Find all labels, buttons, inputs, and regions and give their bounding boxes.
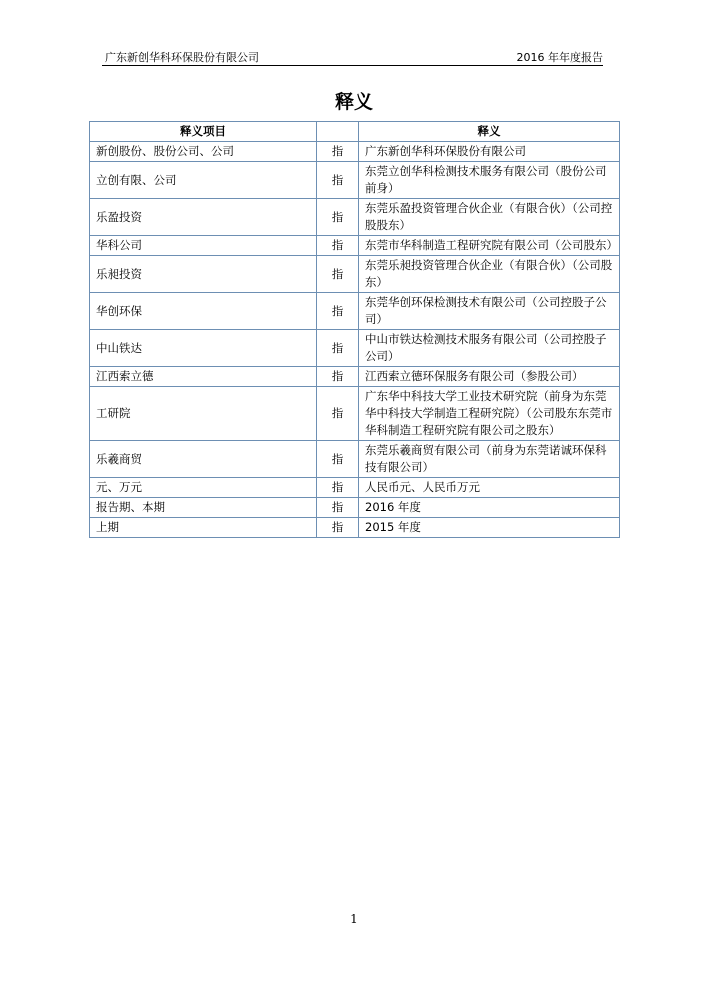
column-header-ref [317,122,359,142]
term-cell: 江西索立德 [90,367,317,387]
ref-cell: 指 [317,518,359,538]
table-row [90,256,620,293]
definition-cell: 东莞乐盈投资管理合伙企业（有限合伙）（公司控股股东） [359,199,620,236]
term-cell: 报告期、本期 [90,498,317,518]
definition-cell: 东莞乐羲商贸有限公司（前身为东莞诺诚环保科技有限公司） [359,441,620,478]
table-row [90,293,620,330]
table-row [90,478,620,498]
ref-cell: 指 [317,199,359,236]
definition-cell: 东莞市华科制造工程研究院有限公司（公司股东） [359,236,620,256]
term-cell: 华创环保 [90,293,317,330]
ref-cell: 指 [317,478,359,498]
page-title: 释义 [334,91,373,113]
ref-cell: 指 [317,387,359,441]
definition-cell: 2015 年度 [359,518,620,538]
ref-cell: 指 [317,142,359,162]
ref-cell: 指 [317,498,359,518]
table-row [90,498,620,518]
definition-cell: 中山市铁达检测技术服务有限公司（公司控股子公司） [359,330,620,367]
ref-cell: 指 [317,236,359,256]
table-row [90,387,620,441]
ref-cell: 指 [317,367,359,387]
header-company-name: 广东新创华科环保股份有限公司 [105,51,259,64]
term-cell: 立创有限、公司 [90,162,317,199]
definition-cell: 广东新创华科环保股份有限公司 [359,142,620,162]
definition-cell: 广东华中科技大学工业技术研究院（前身为东莞华中科技大学制造工程研究院）（公司股东东莞市华科制造工程研究院有限公司之股东） [359,387,620,441]
term-cell: 上期 [90,518,317,538]
table-row [90,518,620,538]
table-row [90,441,620,478]
header-report-title: 2016 年年度报告 [516,51,603,64]
definition-cell: 江西索立德环保服务有限公司（参股公司） [359,367,620,387]
column-header-definition: 释义 [359,122,620,142]
table-row [90,330,620,367]
page-number: 1 [350,912,358,926]
ref-cell: 指 [317,162,359,199]
term-cell: 乐羲商贸 [90,441,317,478]
header-divider [102,65,603,66]
term-cell: 元、万元 [90,478,317,498]
ref-cell: 指 [317,330,359,367]
table-row [90,142,620,162]
table-row [90,199,620,236]
column-header-term: 释义项目 [90,122,317,142]
table-row [90,236,620,256]
term-cell: 中山铁达 [90,330,317,367]
ref-cell: 指 [317,293,359,330]
definition-cell: 东莞乐昶投资管理合伙企业（有限合伙）（公司股东） [359,256,620,293]
term-cell: 工研院 [90,387,317,441]
term-cell: 华科公司 [90,236,317,256]
term-cell: 乐昶投资 [90,256,317,293]
table-row [90,162,620,199]
term-cell: 乐盈投资 [90,199,317,236]
definition-cell: 人民币元、人民币万元 [359,478,620,498]
table-header-row [90,122,620,142]
definition-cell: 东莞华创环保检测技术有限公司（公司控股子公司） [359,293,620,330]
definition-cell: 东莞立创华科检测技术服务有限公司（股份公司前身） [359,162,620,199]
definitions-table [89,121,620,538]
table-row [90,367,620,387]
term-cell: 新创股份、股份公司、公司 [90,142,317,162]
ref-cell: 指 [317,256,359,293]
ref-cell: 指 [317,441,359,478]
definition-cell: 2016 年度 [359,498,620,518]
